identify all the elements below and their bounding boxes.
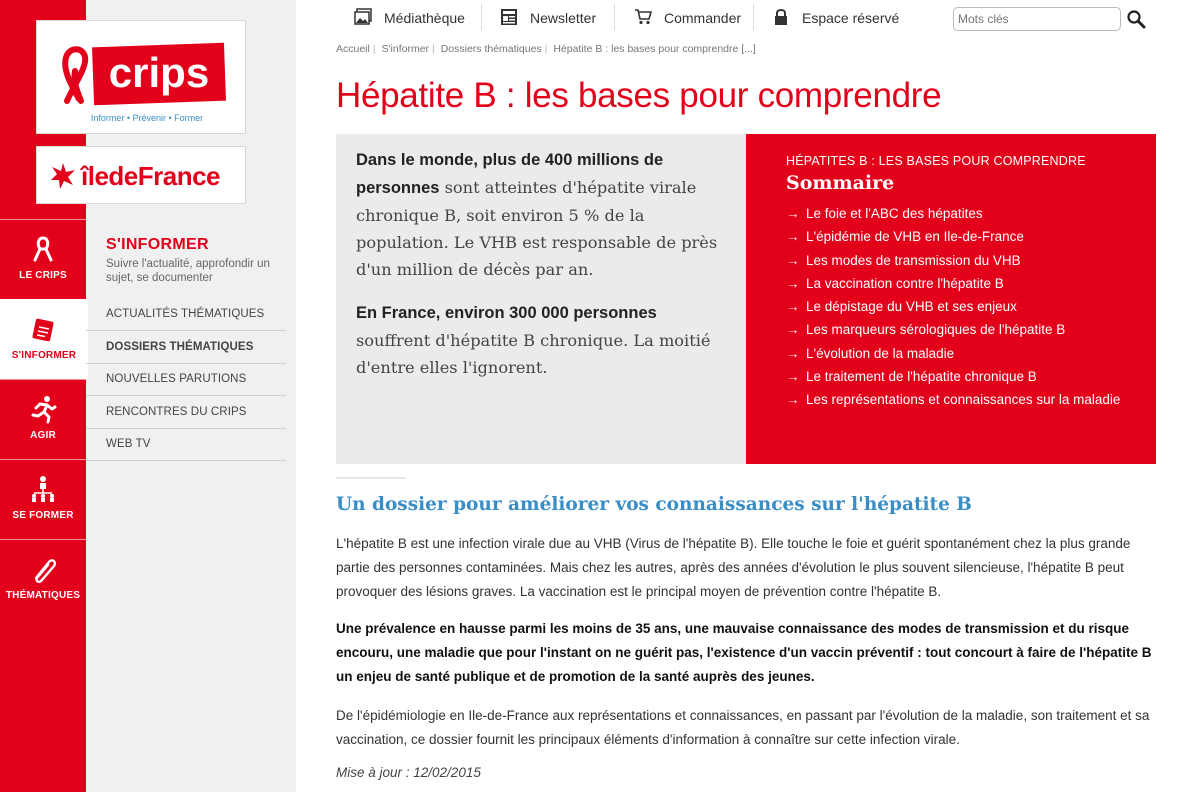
topnav-commander[interactable]: [634, 6, 754, 32]
article-paragraph: De l'épidémiologie en Ile-de-France aux représentations et connaissances, en passant par l'évolution de la maladie, son traitement et sa vaccination, ce dossier fournit les principaux éléments d'information à connaître sur cette infection virale.: [336, 708, 1150, 747]
ribbon-icon: [28, 234, 58, 264]
sommaire-link[interactable]: [786, 297, 1136, 316]
arrow-icon: →: [786, 299, 800, 315]
topnav-label: Médiathèque: [384, 10, 465, 26]
breadcrumb-item[interactable]: Accueil: [336, 43, 370, 55]
crips-wordmark: crips: [108, 49, 210, 96]
sommaire-link[interactable]: [786, 227, 1136, 246]
topnav-newsletter[interactable]: [500, 6, 610, 32]
image-gallery-icon: [354, 8, 372, 26]
sommaire-link-label: La vaccination contre l'hépatite B: [806, 275, 1004, 291]
update-date: Mise à jour : 12/02/2015: [336, 765, 481, 780]
arrow-icon: →: [786, 229, 800, 245]
breadcrumb-item[interactable]: Dossiers thématiques: [440, 43, 542, 55]
sommaire-link-label: Le foie et l'ABC des hépatites: [806, 206, 983, 221]
nav-agir[interactable]: [0, 379, 86, 459]
section-title: S'INFORMER: [106, 236, 209, 253]
section-link-webtv[interactable]: WEB TV: [86, 428, 286, 461]
sommaire-link-label: Les modes de transmission du VHB: [806, 252, 1021, 268]
crips-tagline: Informer • Prévenir • Former: [90, 113, 204, 123]
nav-label: AGIR: [30, 430, 56, 441]
crips-logo-graphic: [37, 21, 247, 135]
iledefrance-wordmark: îledeFrance: [81, 161, 221, 191]
paperclip-icon: [28, 554, 58, 584]
breadcrumb-item[interactable]: S'informer: [381, 43, 430, 55]
arrow-icon: →: [786, 369, 800, 385]
sommaire-kicker: HÉPATITES B : LES BASES POUR COMPRENDRE: [786, 154, 1086, 168]
sommaire-link-label: Les représentations et connaissances sur la maladie: [806, 392, 1121, 408]
notepad-icon: [29, 314, 59, 344]
section-link-parutions[interactable]: NOUVELLES PARUTIONS: [86, 363, 286, 396]
sommaire-link[interactable]: [786, 390, 1136, 409]
runner-icon: [28, 394, 58, 424]
article-paragraph-bold: Une prévalence en hausse parmi les moins de 35 ans, une mauvaise connaissance des modes de transmission et du risque encouru, une maladie que pour l'instant on ne guérit pas, l'existence d'un vaccin préventif : tout concourt à faire de l'hépatite B un enjeu de santé publique et de promotion de la santé auprès des jeunes.: [336, 621, 1152, 684]
arrow-icon: →: [786, 275, 800, 291]
intro-paragraph: [356, 146, 726, 283]
lock-icon: [772, 8, 790, 26]
divider: [336, 477, 406, 479]
arrow-icon: →: [786, 322, 800, 338]
intro-text: sont atteintes d'hépatite virale chronique B, soit environ 5 % de la population. Le VHB est responsable de près d'un million de décès par an.: [356, 178, 718, 279]
nav-s-informer[interactable]: [0, 299, 88, 379]
sommaire-link-label: L'épidémie de VHB en Ile-de-France: [806, 229, 1024, 245]
intro-paragraph: [356, 299, 726, 381]
sommaire-link[interactable]: [786, 320, 1136, 339]
intro-highlight: Dans le monde, plus de 400 millions de personnes: [356, 151, 664, 197]
topnav-label: Commander: [664, 10, 742, 26]
sommaire-link-label: L'évolution de la maladie: [806, 345, 955, 361]
section-link-rencontres[interactable]: RENCONTRES DU CRIPS: [86, 396, 286, 429]
article-heading: Un dossier pour améliorer vos connaissances sur l'hépatite B: [336, 494, 972, 515]
divider: [614, 4, 615, 30]
crips-logo[interactable]: [36, 20, 246, 134]
sommaire-link-label: Les marqueurs sérologiques de l'hépatite B: [806, 322, 1066, 338]
topnav-label: Newsletter: [530, 10, 597, 26]
search-input[interactable]: [953, 7, 1121, 31]
breadcrumb: Accueil | S'informer | Dossiers thématiques | Hépatite B : les bases pour comprendre [...]: [336, 43, 756, 55]
nav-label: THÉMATIQUES: [5, 590, 81, 601]
sommaire-link[interactable]: [786, 274, 1136, 293]
nav-label: SE FORMER: [12, 510, 74, 521]
cart-icon: [634, 8, 652, 26]
sommaire-link-label: Le dépistage du VHB et ses enjeux: [806, 299, 1017, 315]
arrow-icon: →: [786, 206, 800, 221]
sommaire-title: Sommaire: [786, 172, 895, 194]
arrow-icon: →: [786, 252, 800, 268]
topnav-mediatheque[interactable]: [354, 6, 474, 32]
sommaire-link[interactable]: [786, 204, 1136, 223]
section-link-dossiers[interactable]: DOSSIERS THÉMATIQUES: [86, 331, 286, 364]
breadcrumb-item: Hépatite B : les bases pour comprendre [...]: [553, 43, 756, 55]
article-paragraph: L'hépatite B est une infection virale due au VHB (Virus de l'hépatite B). Elle touche le foie et guérit spontanément chez la plus grande partie des personnes contaminées. Mais chez les autres, après des années d'évolution le plus souvent silencieuse, l'hépatite B peut provoquer des lésions graves. La vaccination est le principal moyen de prévention contre l'hépatite B.: [336, 536, 1131, 599]
intro-highlight: En France, environ 300 000 personnes: [356, 304, 657, 322]
divider: [481, 4, 482, 30]
sommaire-panel: [746, 134, 1156, 464]
org-chart-icon: [28, 474, 58, 504]
nav-se-former[interactable]: [0, 459, 86, 539]
search-icon[interactable]: [1126, 9, 1146, 29]
newspaper-icon: [500, 8, 518, 26]
iledefrance-logo-graphic: [37, 147, 247, 205]
sommaire-link-label: Le traitement de l'hépatite chronique B: [806, 369, 1037, 385]
sommaire-link[interactable]: [786, 344, 1136, 363]
sommaire-link[interactable]: [786, 367, 1136, 386]
iledefrance-logo[interactable]: [36, 146, 246, 204]
arrow-icon: →: [786, 392, 800, 408]
page-title: Hépatite B : les bases pour comprendre: [336, 76, 942, 115]
section-link-actualites[interactable]: ACTUALITÉS THÉMATIQUES: [86, 298, 286, 331]
nav-label: S'INFORMER: [11, 350, 77, 361]
arrow-icon: →: [786, 345, 800, 361]
nav-le-crips[interactable]: [0, 219, 86, 299]
divider: [753, 4, 754, 30]
nav-label: LE CRIPS: [19, 270, 67, 281]
intro-panel: [336, 134, 746, 464]
topnav-espace-reserve[interactable]: [772, 6, 912, 32]
intro-text: souffrent d'hépatite B chronique. La moitié d'entre elles l'ignorent.: [356, 331, 711, 377]
star-icon: [51, 163, 75, 189]
section-description: Suivre l'actualité, approfondir un sujet, se documenter: [106, 258, 270, 284]
topnav-label: Espace réservé: [802, 10, 900, 26]
sommaire-link[interactable]: [786, 251, 1136, 270]
nav-thematiques[interactable]: [0, 539, 86, 619]
